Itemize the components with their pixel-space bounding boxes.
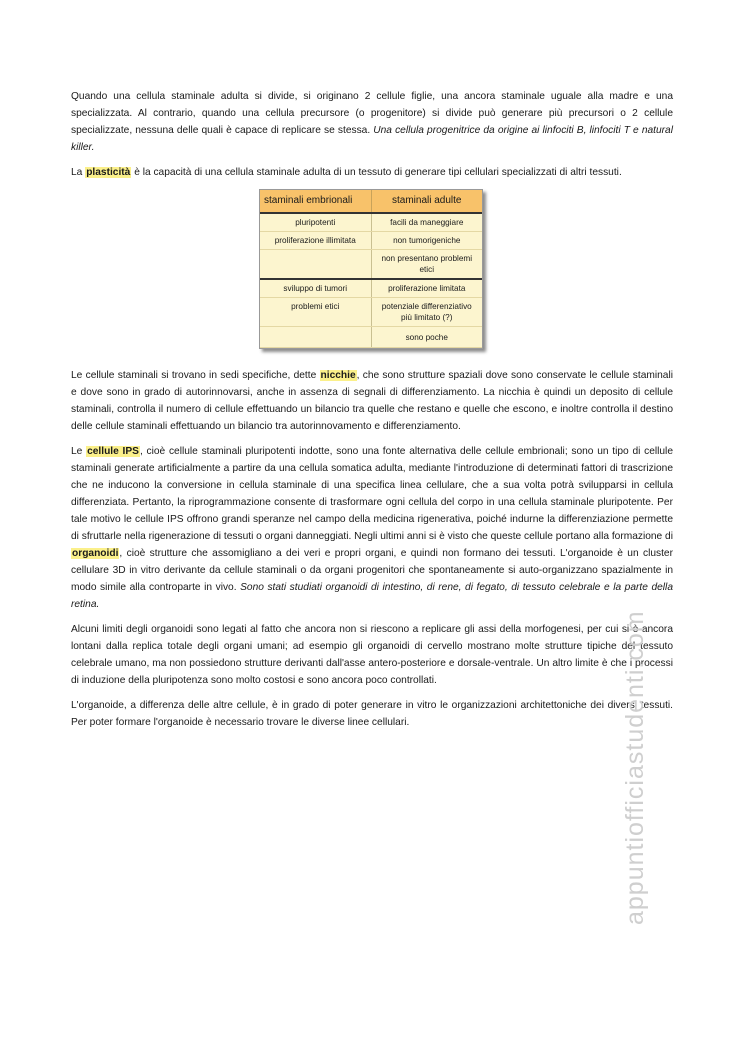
table-cell: potenziale differenziativo più limitato (?): [371, 298, 482, 327]
document-page: [71, 88, 673, 739]
paragraph-italic-note: Una cellula progenitrice da origine ai linfociti B, linfociti T e natural killer.: [71, 125, 673, 153]
paragraph-italic-note: Sono stati studiati organoidi di intestino, di rene, di fegato, di tessuto celebrale e la parte della retina.: [71, 582, 673, 610]
paragraph-plasticity: [71, 164, 673, 181]
table-cell: non presentano problemi etici: [371, 250, 482, 280]
table-cell: [260, 327, 371, 348]
paragraph-text: è la capacità di una cellula staminale adulta di un tessuto di generare tipi cellulari specializzati di altri tessuti.: [134, 167, 622, 178]
paragraph-text: L'organoide, a differenza delle altre cellule, è in grado di poter generare in vitro le organizzazioni architettoniche dei diversi tessuti. Per poter formare l'organoide è necessario trovare le diverse linee cellulari.: [71, 700, 673, 728]
table-cell: sono poche: [371, 327, 482, 348]
paragraph-organoid-limits: [71, 621, 673, 689]
paragraph-organoid-ability: [71, 697, 673, 731]
paragraph-text: , cioè cellule staminali pluripotenti indotte, sono una fonte alternativa delle cellule embrionali; sono un tipo di cellule staminali generate artificialmente a partire da una cellula somatica adulta, mediante l'introduzione di determinati fattori di trascrizione che ne inducono la conversione in cellula staminale di una specifica linea cellulare, che a sua volta potrà svilupparsi in cellula differenziata. Pertanto, la riprogrammazione consente di trasformare ogni cellula del corpo in una cellula staminale pluripotente. Per tale motivo le cellule IPS offrono grandi speranze nel campo della medicina rigenerativa, poiché indurne la differenziazione permette di sfruttarle nella rigenerazione di tessuti o organi danneggiati. Negli ultimi anni si è visto che queste cellule portano alla formazione di: [71, 446, 673, 542]
paragraph-text: Le cellule staminali si trovano in sedi specifiche, dette: [71, 370, 317, 381]
paragraph-ips-cells: [71, 443, 673, 613]
table-cell: proliferazione limitata: [371, 279, 482, 298]
comparison-table-figure: [259, 189, 483, 349]
table-cell: problemi etici: [260, 298, 371, 327]
paragraph-text: Alcuni limiti degli organoidi sono legati al fatto che ancora non si riescono a replicare gli assi della morfogenesi, per cui si è ancora lontani dalla replica totale degli organi umani; ad esempio gli organoidi di cervello mostrano molte strutture tipiche del tessuto celebrale umano, ma non possiedono strutture derivanti dall'asse antero-posteriore e dorsale-ventrale. Un altro limite è che i processi di induzione della pluripotenza sono molto costosi e sono ancora poco controllati.: [71, 624, 673, 686]
paragraph-text: La: [71, 167, 83, 178]
table-cell: non tumorigeniche: [371, 232, 482, 250]
paragraph-text: Quando una cellula staminale adulta si divide, si originano 2 cellule figlie, una ancora staminale uguale alla madre e una specializzata. Al contrario, quando una cellula precursore (o progenitore) si divide può generare più precursori o 2 cellule specializzate, nessuna delle quali è capace di replicare se stessa.: [71, 91, 673, 136]
table-header-embryonic: staminali embrionali: [260, 190, 371, 213]
table-cell: proliferazione illimitata: [260, 232, 371, 250]
keyword-ips-cells: cellule IPS: [87, 446, 139, 457]
table-cell: sviluppo di tumori: [260, 279, 371, 298]
paragraph-text: Le: [71, 446, 83, 457]
keyword-plasticity: plasticità: [86, 167, 131, 178]
keyword-niches: nicchie: [320, 370, 356, 381]
table-cell: pluripotenti: [260, 213, 371, 232]
table-cell: [260, 250, 371, 280]
paragraph-niches: [71, 367, 673, 435]
keyword-organoids: organoidi: [72, 548, 119, 559]
paragraph-text: , cioè strutture che assomigliano a dei veri e propri organi, e quindi non formano dei tessuti. L'organoide è un cluster cellulare 3D in vitro derivante da cellule staminali o da organi progenitori che spontaneamente si auto-organizzano spazialmente in modo simile alla controparte in vivo.: [71, 548, 673, 593]
comparison-table: [260, 190, 482, 348]
paragraph-text: , che sono strutture spaziali dove sono conservate le cellule staminali e dove sono in grado di autorinnovarsi, anche in assenza di segnali di differenziamento. La nicchia è quindi un deposito di cellule staminali, controlla il numero di cellule effettuando un bilancio tra quelle che restano e quelle che escono, e inoltre controlla il destino delle cellule staminali effettuando un bilancio tra autorinnovamento e differenziamento.: [71, 370, 673, 432]
watermark: appuntiofficiastudenti.com: [621, 610, 649, 925]
table-cell: facili da maneggiare: [371, 213, 482, 232]
table-header-adult: staminali adulte: [371, 190, 482, 213]
paragraph-stem-division: [71, 88, 673, 156]
